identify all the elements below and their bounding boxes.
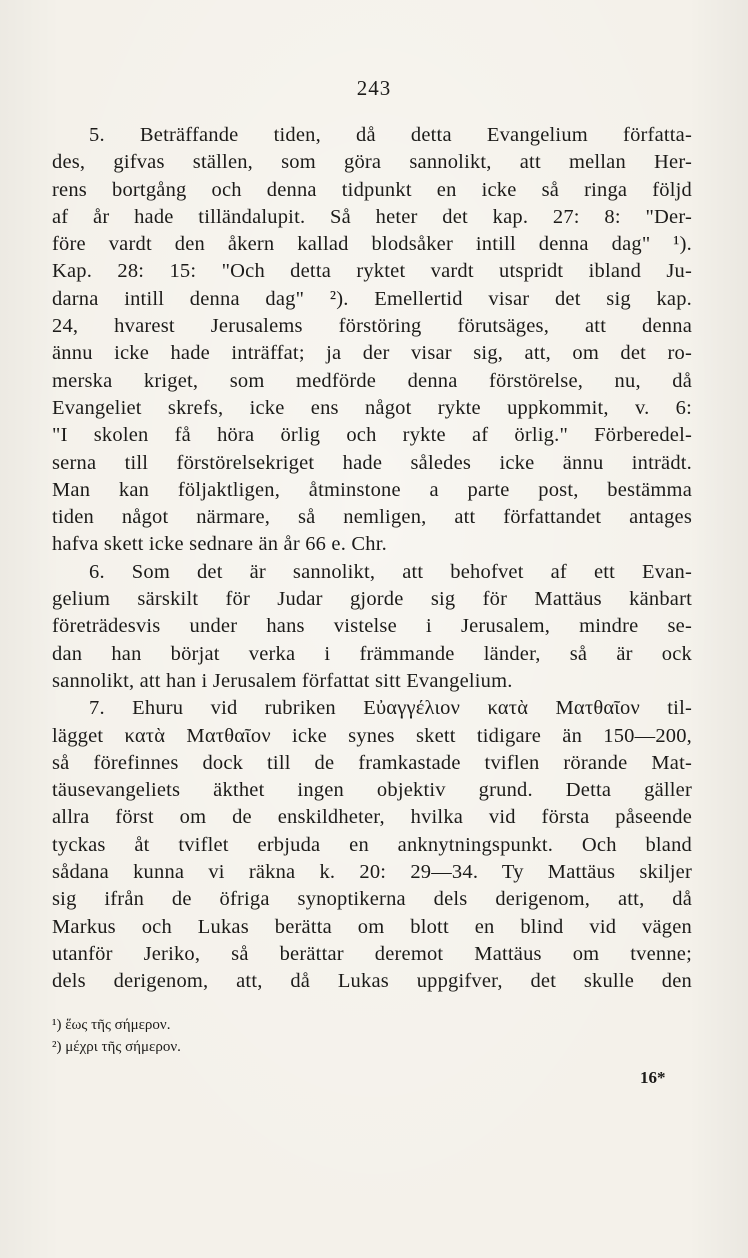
footnotes — [52, 1014, 692, 1058]
text-line: allra först om de enskildheter, hvilka vid första påseende — [52, 806, 692, 829]
page-number: 243 — [356, 76, 392, 100]
text-line: af år hade tilländalupit. Så heter det kap. 27: 8: "Der- — [52, 205, 692, 228]
text-line: serna till förstörelsekriget hade således icke ännu inträdt. — [52, 451, 692, 474]
footnote: ¹) ἕως τῆς σήμερον. — [52, 1017, 171, 1033]
text-line: lägget κατὰ Ματθαῖον icke synes skett tidigare än 150—200, — [52, 724, 692, 747]
text-line: 7. Ehuru vid rubriken Εὐαγγέλιον κατὰ Ματθαῖον til- — [89, 697, 692, 720]
text-line: Man kan följaktligen, åtminstone a parte post, bestämma — [52, 478, 692, 501]
text-line: 5. Beträffande tiden, då detta Evangelium författa- — [89, 124, 692, 146]
text-line: så förefinnes dock till de framkastade tviflen rörande Mat- — [52, 751, 692, 774]
text-line: rens bortgång och denna tidpunkt en icke så ringa följd — [52, 178, 692, 201]
text-line: Evangeliet skrefs, icke ens något rykte uppkommit, v. 6: — [52, 396, 692, 419]
text-line: "I skolen få höra örlig och rykte af örlig." Förberedel- — [52, 424, 692, 447]
text-line: tyckas åt tviflet erbjuda en anknytningspunkt. Och bland — [52, 833, 692, 856]
text-line: sig ifrån de öfriga synoptikerna dels derigenom, att, då — [52, 888, 692, 911]
text-line: merska kriget, som medförde denna förstörelse, nu, då — [52, 369, 692, 392]
text-line: tiden något närmare, så nemligen, att författandet antages — [52, 506, 692, 529]
signature-mark: 16* — [640, 1068, 666, 1087]
footnote: ²) μέχρι τῆς σήμερον. — [52, 1039, 181, 1055]
text-line: gelium särskilt för Judar gjorde sig för Mattäus känbart — [52, 588, 692, 611]
text-line: sådana kunna vi räkna k. 20: 29—34. Ty Mattäus skiljer — [52, 861, 692, 884]
text-line: ännu icke hade inträffat; ja der visar sig, att, om det ro- — [52, 342, 692, 365]
text-line: Kap. 28: 15: "Och detta ryktet vardt utspridt ibland Ju- — [52, 260, 692, 283]
text-line: hafva skett icke sednare än år 66 e. Chr. — [52, 533, 387, 556]
text-line: des, gifvas ställen, som göra sannolikt, att mellan Her- — [52, 151, 692, 174]
text-line: 6. Som det är sannolikt, att behofvet af ett Evan- — [89, 560, 692, 583]
text-line: sannolikt, att han i Jerusalem författat sitt Evangelium. — [52, 669, 513, 692]
text-line: före vardt den åkern kallad blodsåker intill denna dag" ¹). — [52, 233, 692, 256]
text-line: täusevangeliets äkthet ingen objektiv grund. Detta gäller — [52, 779, 692, 802]
text-line: dels derigenom, att, då Lukas uppgifver, det skulle den — [52, 970, 692, 993]
text-line: Markus och Lukas berätta om blott en blind vid vägen — [52, 915, 692, 938]
text-line: företrädesvis under hans vistelse i Jerusalem, mindre se- — [52, 615, 692, 638]
text-line: 24, hvarest Jerusalems förstöring förutsäges, att denna — [52, 315, 692, 338]
body-text — [52, 122, 692, 996]
text-line: dan han börjat verka i främmande länder, så är ock — [52, 642, 692, 665]
text-line: darna intill denna dag" ²). Emellertid visar det sig kap. — [52, 287, 692, 310]
text-line: utanför Jeriko, så berättar deremot Mattäus om tvenne; — [52, 942, 692, 965]
